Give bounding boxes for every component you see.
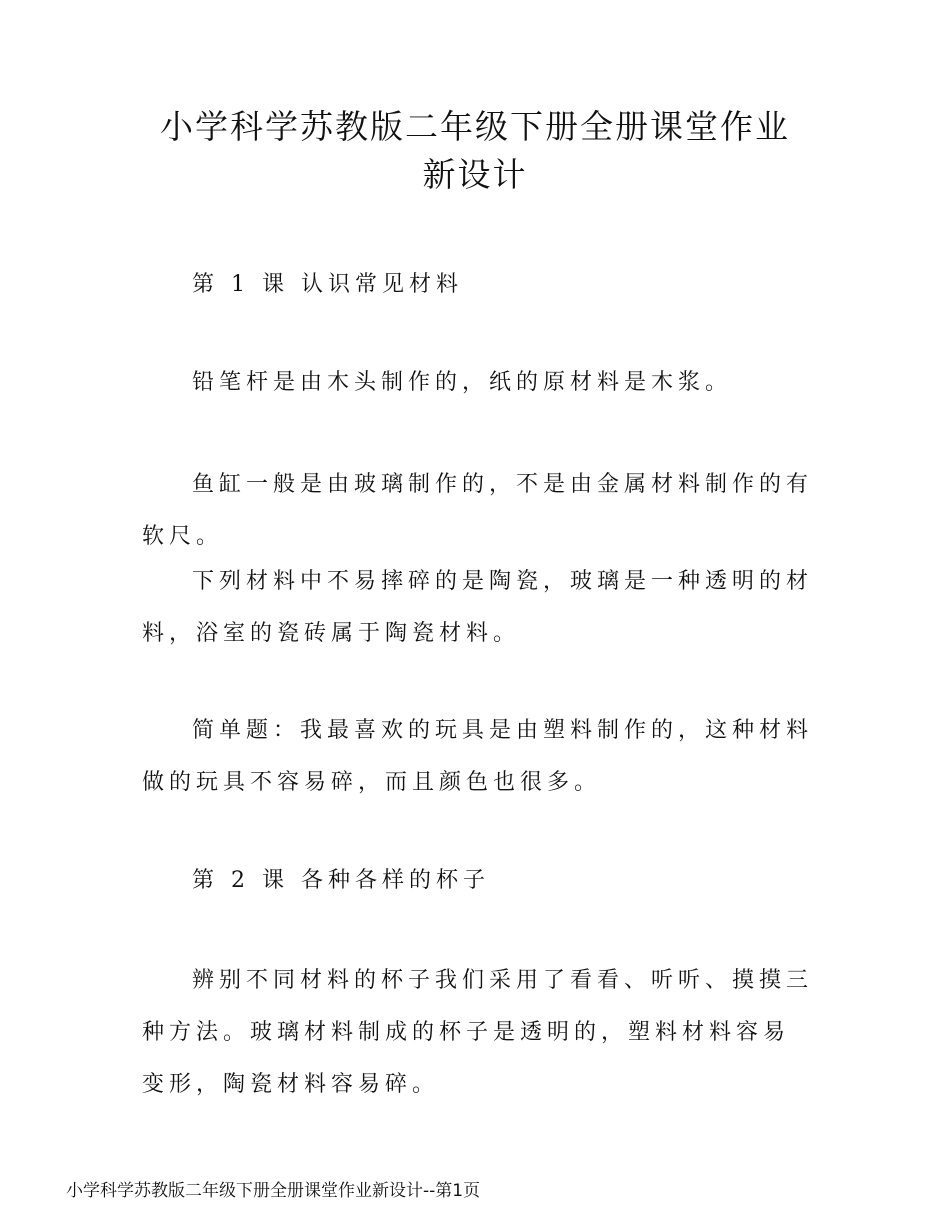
paragraph-pencil: 铅笔杆是由木头制作的，纸的原材料是木浆。 (192, 370, 733, 395)
page-title-line-2: 新设计 (422, 155, 528, 194)
paragraph-short-answer: 简单题：我最喜欢的玩具是由塑料制作的，这种材料做的玩具不容易碎，而且颜色也很多。 (142, 718, 814, 795)
page-title-line-1: 小学科学苏教版二年级下册全册课堂作业 (160, 107, 790, 146)
paragraph-fish-tank: 鱼缸一般是由玻璃制作的，不是由金属材料制作的有软尺。 (142, 472, 814, 549)
lesson-1-heading: 第 1 课 认识常见材料 (192, 272, 463, 297)
paragraph-ceramics: 下列材料中不易摔碎的是陶瓷，玻璃是一种透明的材料，浴室的瓷砖属于陶瓷材料。 (142, 569, 814, 646)
lesson-2-heading: 第 2 课 各种各样的杯子 (192, 868, 490, 893)
page-footer: 小学科学苏教版二年级下册全册课堂作业新设计--第1页 (66, 1181, 481, 1201)
paragraph-cups: 辨别不同材料的杯子我们采用了看看、听听、摸摸三种方法。玻璃材料制成的杯子是透明的，塑料材料容易变形，陶瓷材料容易碎。 (142, 968, 814, 1097)
